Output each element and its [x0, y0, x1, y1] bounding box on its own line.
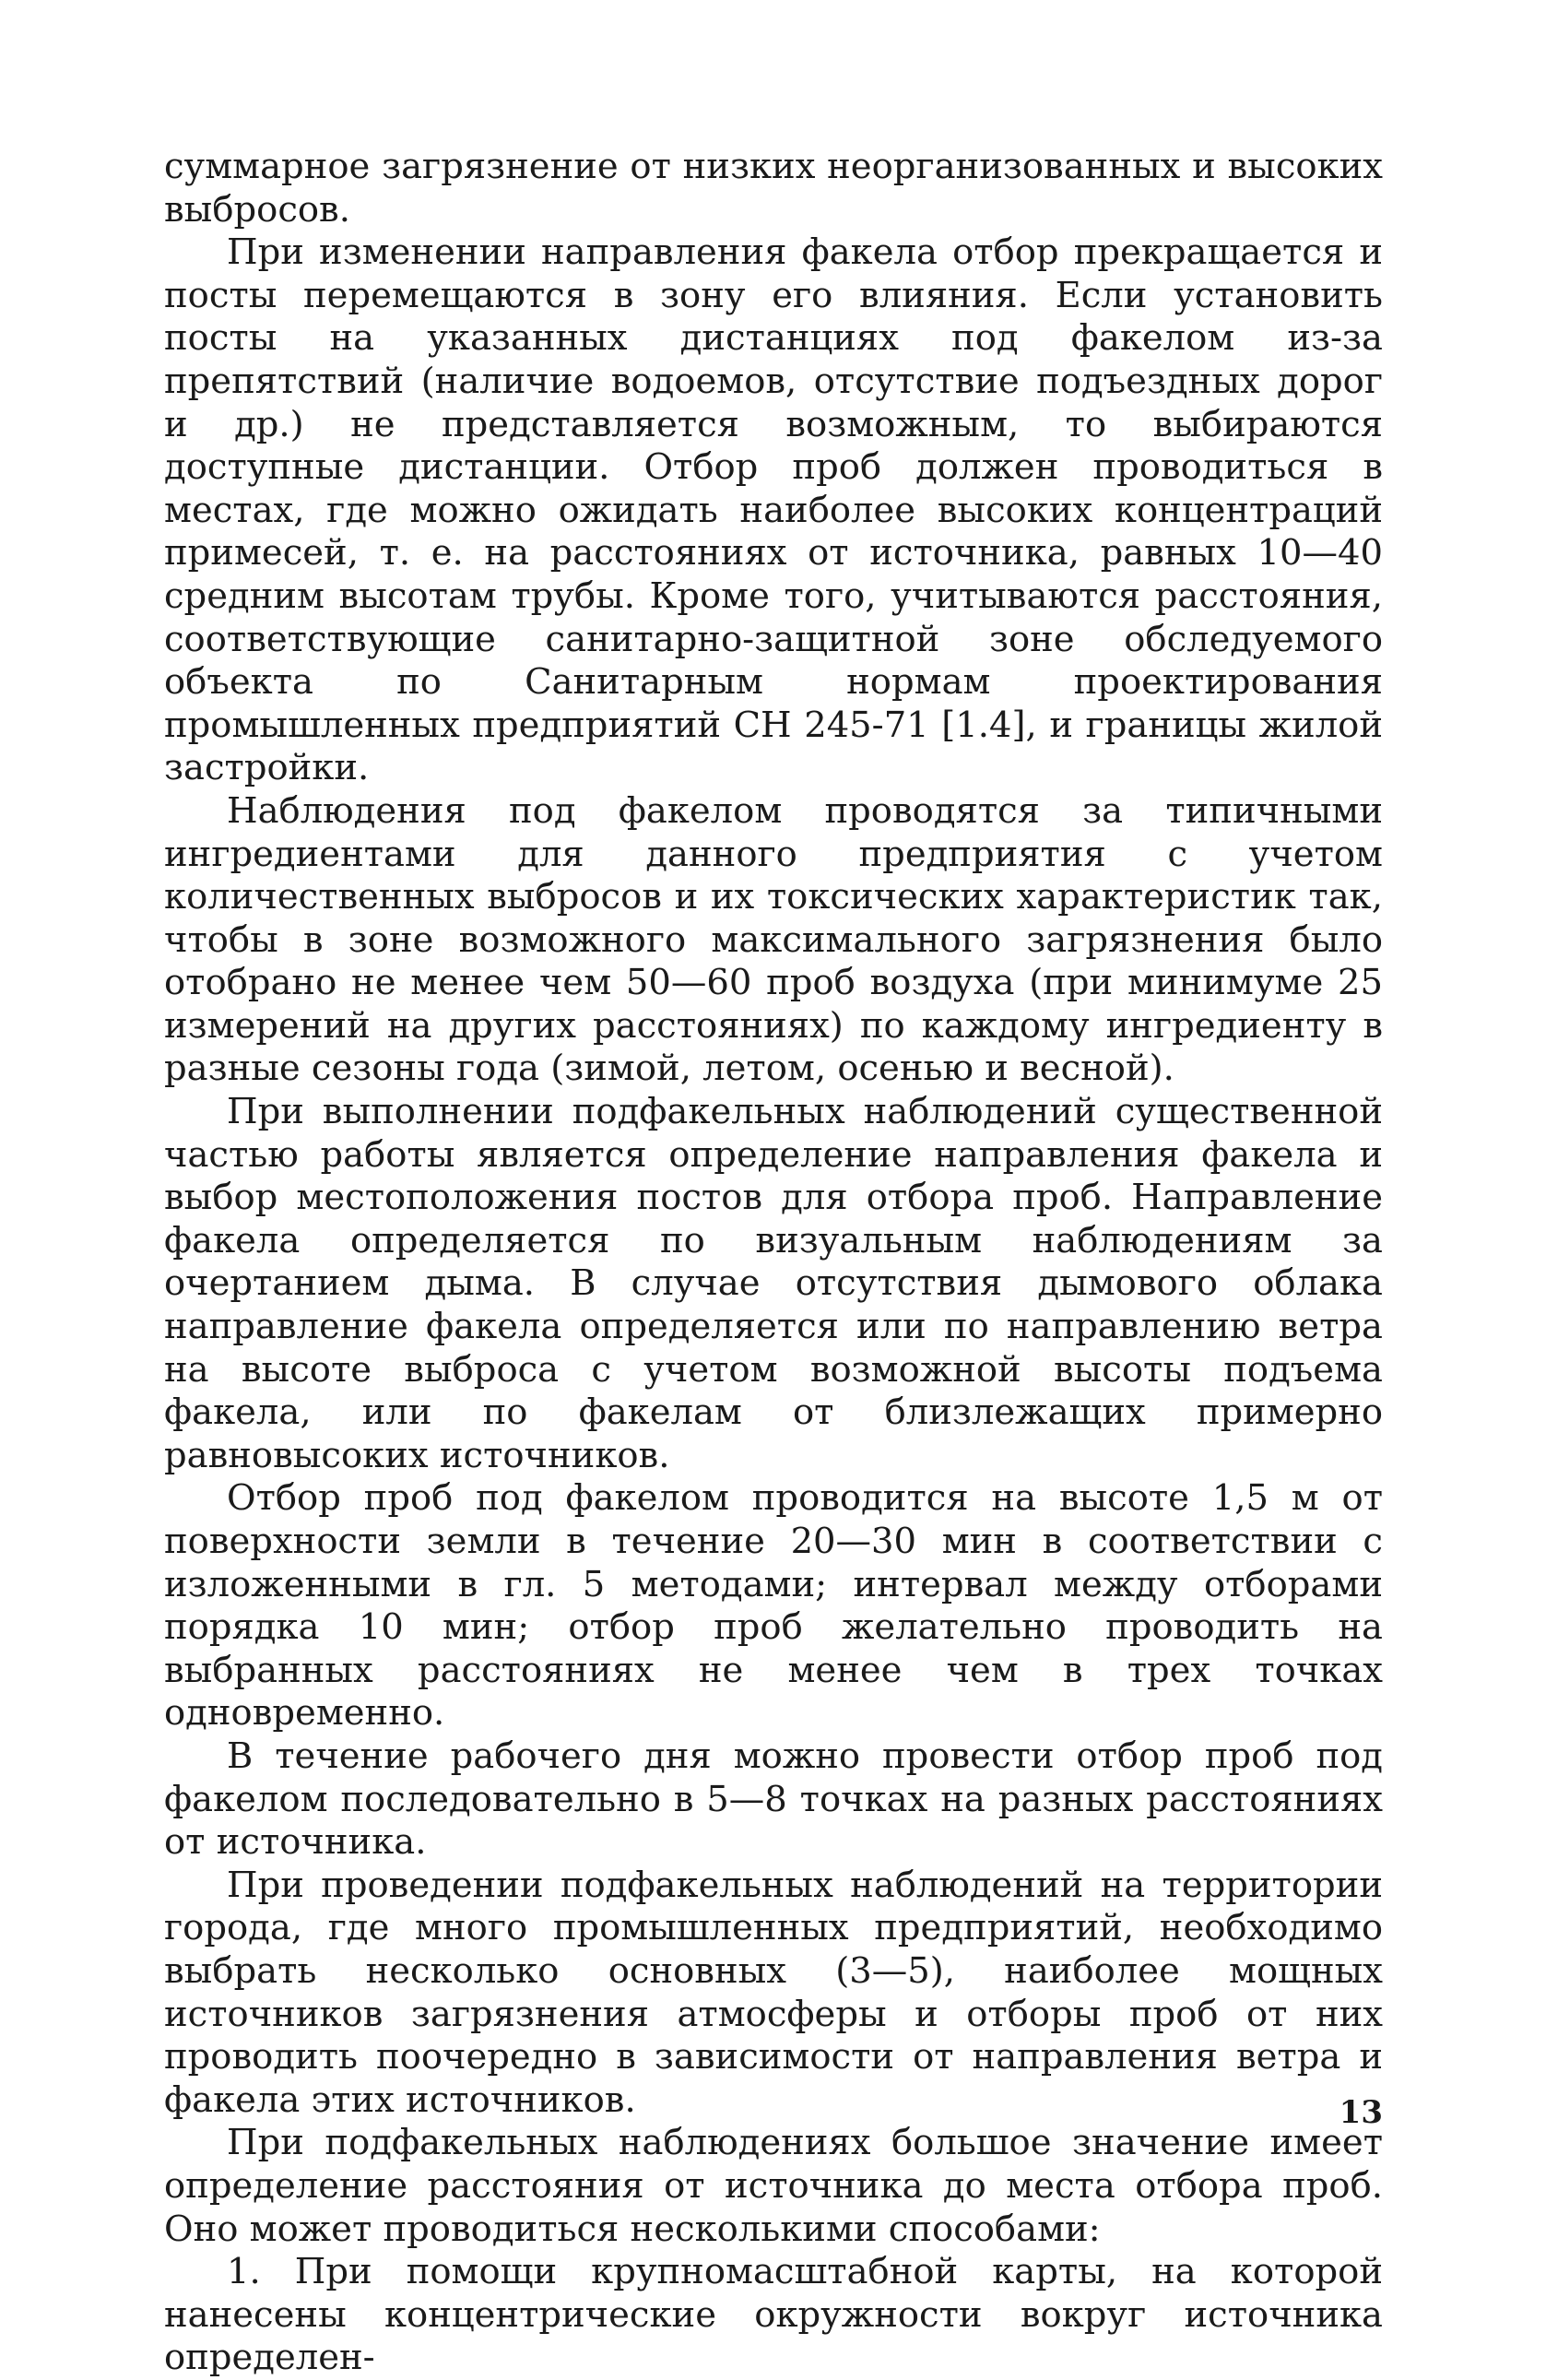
- paragraph-torch-direction: При изменении направления факела отбор прекращается и посты перемещаются в зону его влияния. Если установить посты на указанных дистанциях под факелом из-за препятствий (наличие водоемов, отсутствие подъездных дорог и др.) не представляется возможным, то выбираются доступные дистанции. Отбор проб должен проводиться в местах, где можно ожидать наиболее высоких концентраций примесей, т. е. на расстояниях от источника, равных 10—40 средним высотам трубы. Кроме того, учитываются расстояния, соответствующие санитарно-защитной зоне обследуемого объекта по Санитарным нормам проектирования промышленных предприятий СН 245-71 [1.4], и границы жилой застройки.: [164, 231, 1383, 789]
- paragraph-sampling-height: Отбор проб под факелом проводится на высоте 1,5 м от поверхности земли в течение 20—30 мин в соответствии с изложенными в гл. 5 методами; интервал между отборами порядка 10 мин; отбор проб желательно проводить на выбранных расстояниях не менее чем в трех точках одновременно.: [164, 1477, 1383, 1735]
- paragraph-direction-determination: При выполнении подфакельных наблюдений существенной частью работы является определение направления факела и выбор местоположения постов для отбора проб. Направление факела определяется по визуальным наблюдениям за очертанием дыма. В случае отсутствия дымового облака направление факела определяется или по направлению ветра на высоте выброса с учетом возможной высоты подъема факела, или по факелам от близлежащих примерно равновысоких источников.: [164, 1091, 1383, 1476]
- paragraph-observations: Наблюдения под факелом проводятся за типичными ингредиентами для данного предприятия с учетом количественных выбросов и их токсических характеристик так, чтобы в зоне возможного максимального загрязнения было отобрано не менее чем 50—60 проб воздуха (при минимуме 25 измерений на других расстояниях) по каждому ингредиенту в разные сезоны года (зимой, летом, осенью и весной).: [164, 789, 1383, 1090]
- paragraph-continuation: суммарное загрязнение от низких неорганизованных и высоких выбросов.: [164, 146, 1383, 231]
- paragraph-method-one: 1. При помощи крупномасштабной карты, на которой нанесены концентрические окружности вокруг источника определен-: [164, 2251, 1383, 2379]
- paragraph-working-day: В течение рабочего дня можно провести отбор проб под факелом последовательно в 5—8 точках на разных расстояниях от источника.: [164, 1735, 1383, 1864]
- body-text: [164, 146, 1383, 2380]
- paragraph-city-sources: При проведении подфакельных наблюдений на территории города, где много промышленных предприятий, необходимо выбрать несколько основных (3—5), наиболее мощных источников загрязнения атмосферы и отборы проб от них проводить поочередно в зависимости от направления ветра и факела этих источников.: [164, 1864, 1383, 2121]
- page-number: 13: [1339, 2094, 1383, 2131]
- paragraph-distance-methods: При подфакельных наблюдениях большое значение имеет определение расстояния от источника до места отбора проб. Оно может проводиться несколькими способами:: [164, 2122, 1383, 2250]
